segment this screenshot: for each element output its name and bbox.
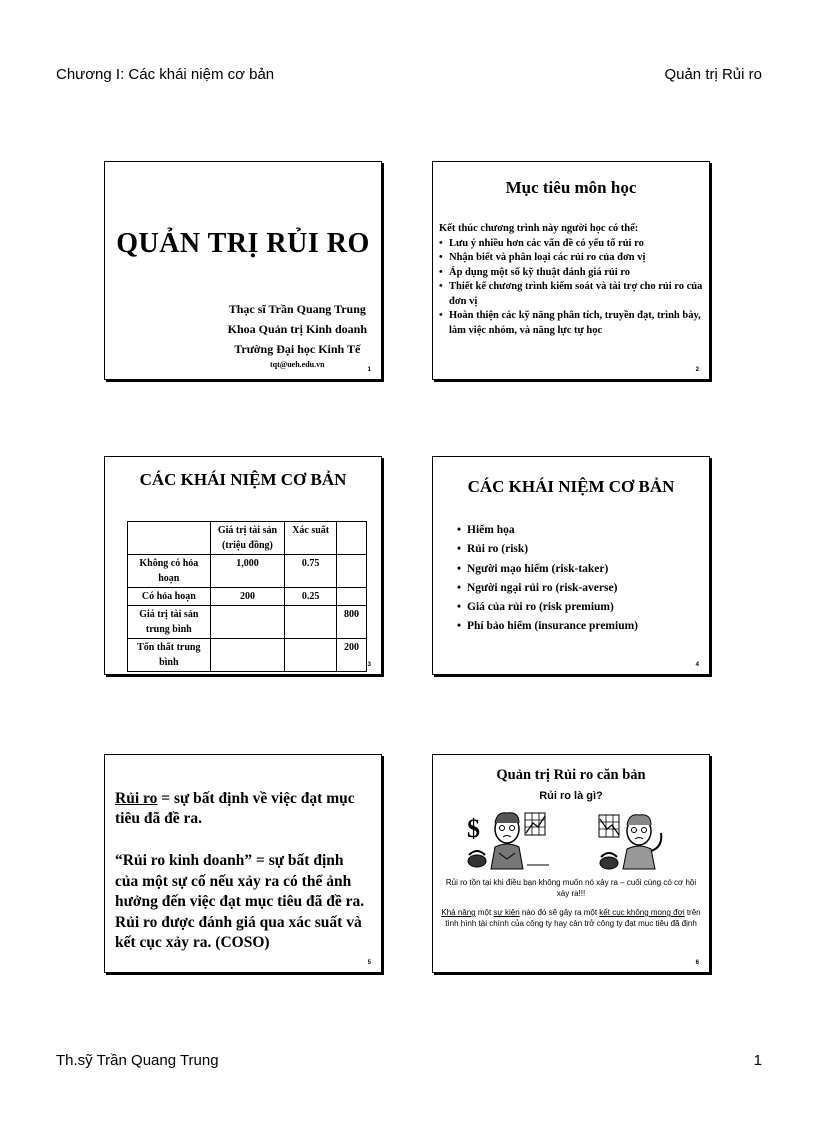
concept-item: • Người mạo hiểm (risk-taker): [457, 560, 638, 579]
table-cell: Không có hỏa hoạn: [128, 555, 211, 588]
table-header-cell: [128, 522, 211, 555]
slide-5-number: 5: [367, 960, 371, 966]
table-cell: [210, 639, 285, 672]
slide-5: [104, 754, 382, 973]
slide-5-definition-1: [115, 789, 367, 829]
slide-2: [432, 161, 710, 380]
objective-item: • Áp dụng một số kỹ thuật đánh giá rủi ro: [439, 266, 703, 281]
table-row: [128, 588, 367, 606]
table-cell: Tổn thất trung bình: [128, 639, 211, 672]
table-cell: 0.75: [285, 555, 337, 588]
slide-4-concepts: [457, 521, 638, 637]
table-cell: Giá trị tài sản trung bình: [128, 606, 211, 639]
table-header-cell: Xác suất: [285, 522, 337, 555]
table-cell: 1,000: [210, 555, 285, 588]
table-cell: 200: [337, 639, 367, 672]
slide-6-text-2: [441, 907, 701, 929]
page-number: 1: [753, 1052, 762, 1069]
table-cell: 0.25: [285, 588, 337, 606]
table-header-cell: Giá trị tài sản (triệu đồng): [210, 522, 285, 555]
slide-1-author: Thạc sĩ Trần Quang Trung: [228, 302, 366, 316]
definition-1-text: = sự bất định về việc đạt mục tiêu đã đề ra.: [115, 790, 355, 827]
slide-4-number: 4: [695, 662, 699, 668]
slide-6-number: 6: [695, 960, 699, 966]
event-term: sự kiện: [493, 908, 520, 917]
concept-item: • Hiểm họa: [457, 521, 638, 540]
slide-1-school: Trường Đại học Kinh Tế: [234, 342, 361, 356]
table-cell: [285, 606, 337, 639]
objective-item: • Thiết kế chương trình kiểm soát và tài trợ cho rủi ro của đơn vị: [439, 280, 703, 309]
slide-1-faculty: Khoa Quản trị Kinh doanh: [227, 322, 367, 336]
table-cell: [337, 588, 367, 606]
objective-item: • Hoàn thiện các kỹ năng phân tích, truyền đạt, trình bày, làm việc nhóm, và năng lực tự học: [439, 309, 703, 338]
page-footer-author: Th.sỹ Trần Quang Trung: [56, 1052, 219, 1069]
unexpected-outcome-term: kết cục không mong đợi: [599, 908, 685, 917]
slide-2-objectives: [439, 237, 703, 339]
table-cell: [210, 606, 285, 639]
objective-item: • Nhận biết và phân loại các rủi ro của đơn vị: [439, 251, 703, 266]
risk-table: [127, 521, 367, 672]
table-row: [128, 639, 367, 672]
concept-item: • Giá của rủi ro (risk premium): [457, 598, 638, 617]
slide-2-title: Mục tiêu môn học: [505, 178, 637, 197]
objective-item: • Lưu ý nhiều hơn các vấn đề có yếu tố rủi ro: [439, 237, 703, 252]
text-2-part-f: trên tình hình tài chính của công ty hay cản trở công ty đạt mục tiêu đã định: [445, 908, 701, 928]
page-header-left: Chương I: Các khái niệm cơ bản: [56, 66, 275, 83]
concept-item: • Rủi ro (risk): [457, 540, 638, 559]
slide-3-title: CÁC KHÁI NIỆM CƠ BẢN: [139, 470, 347, 489]
text-2-part-d: nào đó sẽ gây ra một: [519, 908, 600, 917]
slide-1-number: 1: [367, 367, 371, 373]
concept-item: • Phí bảo hiểm (insurance premium): [457, 617, 638, 636]
slide-6-subtitle: Rủi ro là gì?: [539, 790, 603, 802]
slide-1: [104, 161, 382, 380]
slide-4-title: CÁC KHÁI NIỆM CƠ BẢN: [467, 477, 675, 496]
slide-6-text-1: Rủi ro tồn tại khi điều bạn không muốn nó xảy ra – cuối cùng có cơ hội xảy ra!!!: [445, 878, 697, 898]
slide-2-intro: Kết thúc chương trình này người học có thể:: [439, 223, 639, 234]
table-cell: [285, 639, 337, 672]
svg-text:$: $: [467, 814, 480, 843]
worried-person-right-illustration: [595, 807, 679, 871]
table-row: [128, 606, 367, 639]
table-header-cell: [337, 522, 367, 555]
table-cell: 800: [337, 606, 367, 639]
slide-1-email: tqt@ueh.edu.vn: [270, 360, 325, 369]
table-cell: 200: [210, 588, 285, 606]
slide-1-title: QUẢN TRỊ RỦI RO: [116, 228, 370, 259]
table-cell: [337, 555, 367, 588]
table-cell: Có hỏa hoạn: [128, 588, 211, 606]
slide-5-definition-2: “Rủi ro kinh doanh” = sự bất định của một sự cố nếu xảy ra có thể ảnh hưởng đến việc đạt mục tiêu đã đề ra. Rủi ro được đánh giá qua xác suất và kết cục xảy ra. (COSO): [115, 852, 365, 951]
text-2-part-b: một: [475, 908, 494, 917]
slide-6-title: Quản trị Rủi ro căn bản: [496, 767, 646, 783]
table-row: [128, 555, 367, 588]
slide-6: [432, 754, 710, 973]
page-header-right: Quản trị Rủi ro: [664, 66, 762, 83]
worried-person-left-illustration: [465, 807, 549, 871]
slide-3-number: 3: [367, 662, 371, 668]
slide-4: [432, 456, 710, 675]
concept-item: • Người ngại rủi ro (risk-averse): [457, 579, 638, 598]
risk-term: Rủi ro: [115, 790, 158, 807]
slide-2-number: 2: [695, 367, 699, 373]
slide-3: [104, 456, 382, 675]
likelihood-term: Khả năng: [441, 908, 476, 917]
